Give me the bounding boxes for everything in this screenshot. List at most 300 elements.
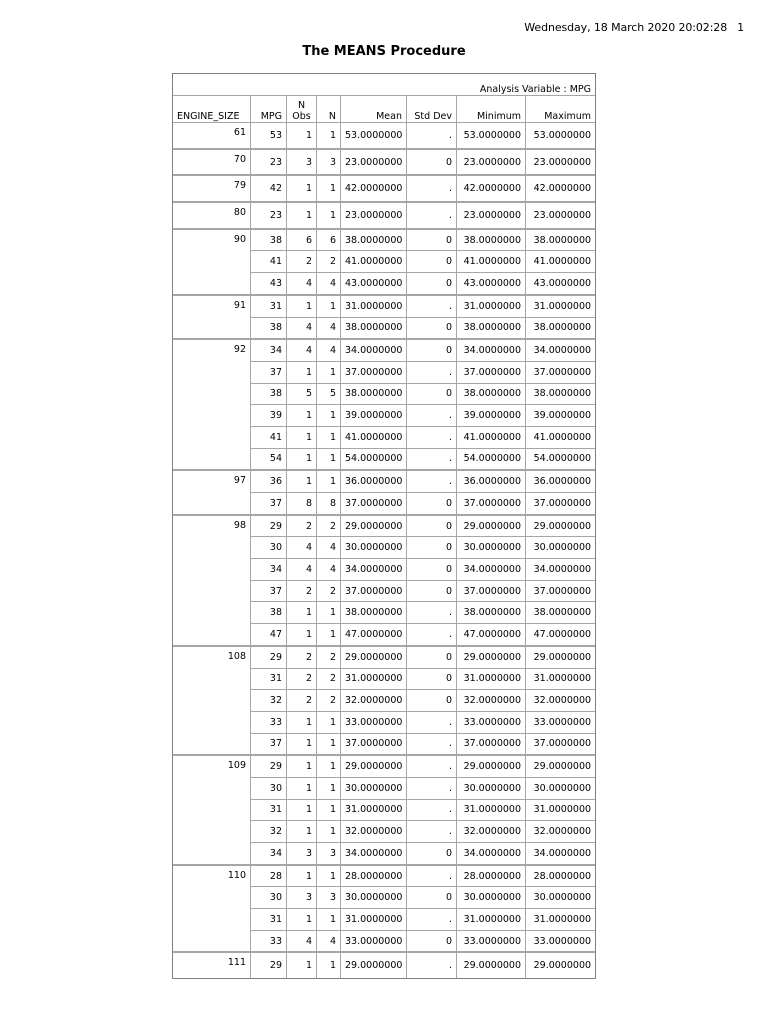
minimum-cell: 28.0000000 — [457, 866, 526, 888]
n-obs-cell: 4 — [287, 559, 317, 581]
maximum-cell: 53.0000000 — [526, 123, 595, 150]
mpg-cell: 31 — [251, 909, 287, 931]
std-dev-cell: 0 — [407, 887, 457, 909]
procedure-title: The MEANS Procedure — [302, 44, 466, 59]
mpg-cell: 32 — [251, 821, 287, 843]
col-header-minimum: Minimum — [457, 96, 526, 123]
mean-cell: 28.0000000 — [341, 866, 407, 888]
n-cell: 1 — [317, 471, 341, 493]
std-dev-cell: 0 — [407, 537, 457, 559]
mean-cell: 31.0000000 — [341, 800, 407, 822]
mpg-cell: 41 — [251, 251, 287, 273]
mean-cell: 32.0000000 — [341, 690, 407, 712]
std-dev-cell: . — [407, 866, 457, 888]
std-dev-cell: . — [407, 602, 457, 624]
std-dev-cell: 0 — [407, 581, 457, 603]
n-cell: 4 — [317, 340, 341, 362]
engine-size-cell: 70 — [173, 150, 251, 177]
mean-cell: 39.0000000 — [341, 405, 407, 427]
maximum-cell: 31.0000000 — [526, 669, 595, 691]
n-cell: 1 — [317, 712, 341, 734]
mpg-cell: 38 — [251, 384, 287, 406]
std-dev-cell: . — [407, 203, 457, 230]
mpg-cell: 31 — [251, 669, 287, 691]
maximum-cell: 29.0000000 — [526, 647, 595, 669]
n-cell: 1 — [317, 176, 341, 203]
mpg-cell: 30 — [251, 778, 287, 800]
std-dev-cell: 0 — [407, 251, 457, 273]
minimum-cell: 31.0000000 — [457, 909, 526, 931]
mean-cell: 33.0000000 — [341, 931, 407, 954]
n-obs-cell: 2 — [287, 647, 317, 669]
n-obs-cell: 1 — [287, 756, 317, 778]
n-obs-cell: 1 — [287, 203, 317, 230]
std-dev-cell: . — [407, 624, 457, 647]
mpg-cell: 34 — [251, 559, 287, 581]
maximum-cell: 28.0000000 — [526, 866, 595, 888]
n-obs-cell: 1 — [287, 471, 317, 493]
minimum-cell: 38.0000000 — [457, 318, 526, 341]
maximum-cell: 42.0000000 — [526, 176, 595, 203]
minimum-cell: 39.0000000 — [457, 405, 526, 427]
minimum-cell: 32.0000000 — [457, 690, 526, 712]
mpg-cell: 23 — [251, 150, 287, 177]
n-obs-cell: 3 — [287, 150, 317, 177]
n-cell: 1 — [317, 203, 341, 230]
n-obs-cell: 1 — [287, 800, 317, 822]
n-cell: 1 — [317, 405, 341, 427]
minimum-cell: 43.0000000 — [457, 273, 526, 296]
std-dev-cell: 0 — [407, 150, 457, 177]
report-datetime: Wednesday, 18 March 2020 20:02:28 — [524, 21, 728, 34]
mpg-cell: 29 — [251, 756, 287, 778]
table-row — [173, 203, 595, 230]
col-header-engine-size: ENGINE_SIZE — [173, 96, 251, 123]
minimum-cell: 38.0000000 — [457, 230, 526, 252]
mean-cell: 37.0000000 — [341, 493, 407, 516]
mean-cell: 41.0000000 — [341, 427, 407, 449]
n-cell: 8 — [317, 493, 341, 516]
n-cell: 1 — [317, 427, 341, 449]
mpg-cell: 33 — [251, 931, 287, 954]
analysis-variable-row — [173, 74, 595, 96]
minimum-cell: 42.0000000 — [457, 176, 526, 203]
n-obs-cell: 4 — [287, 340, 317, 362]
col-header-mpg: MPG — [251, 96, 287, 123]
minimum-cell: 53.0000000 — [457, 123, 526, 150]
n-obs-cell: 1 — [287, 712, 317, 734]
n-obs-cell: 5 — [287, 384, 317, 406]
minimum-cell: 41.0000000 — [457, 251, 526, 273]
mean-cell: 38.0000000 — [341, 602, 407, 624]
n-obs-cell: 1 — [287, 624, 317, 647]
minimum-cell: 37.0000000 — [457, 493, 526, 516]
mpg-cell: 30 — [251, 887, 287, 909]
mean-cell: 38.0000000 — [341, 230, 407, 252]
maximum-cell: 32.0000000 — [526, 821, 595, 843]
minimum-cell: 34.0000000 — [457, 340, 526, 362]
mean-cell: 29.0000000 — [341, 953, 407, 978]
table-body — [173, 123, 595, 978]
std-dev-cell: 0 — [407, 493, 457, 516]
mean-cell: 29.0000000 — [341, 516, 407, 538]
std-dev-cell: . — [407, 427, 457, 449]
n-obs-cell: 1 — [287, 449, 317, 472]
std-dev-cell: 0 — [407, 647, 457, 669]
mpg-cell: 38 — [251, 318, 287, 341]
n-cell: 4 — [317, 318, 341, 341]
maximum-cell: 33.0000000 — [526, 712, 595, 734]
maximum-cell: 38.0000000 — [526, 602, 595, 624]
maximum-cell: 36.0000000 — [526, 471, 595, 493]
mean-cell: 53.0000000 — [341, 123, 407, 150]
std-dev-cell: 0 — [407, 559, 457, 581]
n-obs-cell: 2 — [287, 251, 317, 273]
engine-size-cell: 79 — [173, 176, 251, 203]
mean-cell: 30.0000000 — [341, 887, 407, 909]
n-cell: 1 — [317, 734, 341, 757]
means-table — [172, 73, 596, 979]
maximum-cell: 34.0000000 — [526, 559, 595, 581]
maximum-cell: 37.0000000 — [526, 581, 595, 603]
engine-size-cell: 61 — [173, 123, 251, 150]
mpg-cell: 39 — [251, 405, 287, 427]
table-row — [173, 756, 595, 778]
minimum-cell: 29.0000000 — [457, 647, 526, 669]
engine-size-cell: 80 — [173, 203, 251, 230]
minimum-cell: 29.0000000 — [457, 516, 526, 538]
minimum-cell: 31.0000000 — [457, 669, 526, 691]
n-cell: 3 — [317, 887, 341, 909]
minimum-cell: 31.0000000 — [457, 296, 526, 318]
n-cell: 1 — [317, 821, 341, 843]
minimum-cell: 30.0000000 — [457, 887, 526, 909]
mpg-cell: 23 — [251, 203, 287, 230]
n-cell: 1 — [317, 778, 341, 800]
minimum-cell: 37.0000000 — [457, 734, 526, 757]
minimum-cell: 32.0000000 — [457, 821, 526, 843]
mean-cell: 34.0000000 — [341, 340, 407, 362]
n-obs-cell: 3 — [287, 843, 317, 866]
n-cell: 6 — [317, 230, 341, 252]
minimum-cell: 34.0000000 — [457, 559, 526, 581]
n-cell: 2 — [317, 581, 341, 603]
table-row — [173, 866, 595, 888]
minimum-cell: 38.0000000 — [457, 384, 526, 406]
table-row — [173, 176, 595, 203]
n-cell: 4 — [317, 273, 341, 296]
n-obs-cell: 1 — [287, 821, 317, 843]
minimum-cell: 33.0000000 — [457, 931, 526, 954]
std-dev-cell: . — [407, 449, 457, 472]
n-cell: 1 — [317, 800, 341, 822]
n-obs-cell: 2 — [287, 516, 317, 538]
n-obs-cell: 1 — [287, 909, 317, 931]
mean-cell: 41.0000000 — [341, 251, 407, 273]
maximum-cell: 30.0000000 — [526, 887, 595, 909]
engine-size-cell: 97 — [173, 471, 251, 515]
n-obs-cell: 1 — [287, 778, 317, 800]
std-dev-cell: . — [407, 296, 457, 318]
table-row — [173, 647, 595, 669]
maximum-cell: 29.0000000 — [526, 756, 595, 778]
maximum-cell: 37.0000000 — [526, 734, 595, 757]
mean-cell: 54.0000000 — [341, 449, 407, 472]
n-cell: 1 — [317, 362, 341, 384]
n-obs-cell: 8 — [287, 493, 317, 516]
mean-cell: 29.0000000 — [341, 756, 407, 778]
n-cell: 2 — [317, 690, 341, 712]
page-number: 1 — [737, 21, 744, 34]
analysis-variable-label: Analysis Variable : MPG — [173, 74, 595, 96]
std-dev-cell: 0 — [407, 669, 457, 691]
n-cell: 1 — [317, 624, 341, 647]
std-dev-cell: . — [407, 176, 457, 203]
engine-size-cell: 110 — [173, 866, 251, 954]
n-cell: 1 — [317, 909, 341, 931]
col-header-n-obs — [287, 96, 317, 123]
n-cell: 2 — [317, 251, 341, 273]
n-obs-cell: 1 — [287, 602, 317, 624]
mpg-cell: 36 — [251, 471, 287, 493]
maximum-cell: 30.0000000 — [526, 537, 595, 559]
table-row — [173, 340, 595, 362]
maximum-cell: 34.0000000 — [526, 843, 595, 866]
n-cell: 2 — [317, 647, 341, 669]
maximum-cell: 43.0000000 — [526, 273, 595, 296]
minimum-cell: 33.0000000 — [457, 712, 526, 734]
mpg-cell: 54 — [251, 449, 287, 472]
std-dev-cell: 0 — [407, 931, 457, 954]
n-obs-cell: 4 — [287, 931, 317, 954]
std-dev-cell: 0 — [407, 318, 457, 341]
page-header — [524, 21, 744, 34]
n-cell: 1 — [317, 296, 341, 318]
mean-cell: 32.0000000 — [341, 821, 407, 843]
maximum-cell: 34.0000000 — [526, 340, 595, 362]
maximum-cell: 38.0000000 — [526, 384, 595, 406]
maximum-cell: 31.0000000 — [526, 296, 595, 318]
n-obs-cell: 4 — [287, 318, 317, 341]
n-obs-cell: 1 — [287, 405, 317, 427]
n-obs-cell: 1 — [287, 427, 317, 449]
n-cell: 2 — [317, 516, 341, 538]
minimum-cell: 29.0000000 — [457, 756, 526, 778]
minimum-cell: 34.0000000 — [457, 843, 526, 866]
std-dev-cell: . — [407, 471, 457, 493]
maximum-cell: 37.0000000 — [526, 362, 595, 384]
maximum-cell: 38.0000000 — [526, 230, 595, 252]
mpg-cell: 29 — [251, 953, 287, 978]
maximum-cell: 31.0000000 — [526, 909, 595, 931]
mean-cell: 38.0000000 — [341, 318, 407, 341]
n-obs-cell: 2 — [287, 690, 317, 712]
table-row — [173, 516, 595, 538]
mpg-cell: 31 — [251, 800, 287, 822]
maximum-cell: 31.0000000 — [526, 800, 595, 822]
minimum-cell: 30.0000000 — [457, 778, 526, 800]
maximum-cell: 23.0000000 — [526, 150, 595, 177]
mean-cell: 30.0000000 — [341, 778, 407, 800]
mean-cell: 31.0000000 — [341, 909, 407, 931]
engine-size-cell: 108 — [173, 647, 251, 756]
mean-cell: 23.0000000 — [341, 150, 407, 177]
minimum-cell: 41.0000000 — [457, 427, 526, 449]
mean-cell: 37.0000000 — [341, 362, 407, 384]
minimum-cell: 31.0000000 — [457, 800, 526, 822]
col-header-mean: Mean — [341, 96, 407, 123]
mean-cell: 34.0000000 — [341, 843, 407, 866]
mean-cell: 38.0000000 — [341, 384, 407, 406]
n-cell: 1 — [317, 123, 341, 150]
n-obs-cell: 4 — [287, 537, 317, 559]
n-cell: 3 — [317, 150, 341, 177]
table-row — [173, 123, 595, 150]
n-obs-cell: 2 — [287, 669, 317, 691]
n-cell: 1 — [317, 602, 341, 624]
table-row — [173, 471, 595, 493]
minimum-cell: 37.0000000 — [457, 581, 526, 603]
mean-cell: 47.0000000 — [341, 624, 407, 647]
n-obs-cell: 4 — [287, 273, 317, 296]
n-cell: 4 — [317, 559, 341, 581]
engine-size-cell: 92 — [173, 340, 251, 471]
mpg-cell: 41 — [251, 427, 287, 449]
maximum-cell: 29.0000000 — [533, 960, 592, 972]
maximum-cell: 23.0000000 — [526, 203, 595, 230]
n-obs-cell: 1 — [287, 953, 317, 978]
n-obs-cell: 1 — [287, 123, 317, 150]
maximum-cell: 54.0000000 — [526, 449, 595, 472]
mean-cell: 30.0000000 — [341, 537, 407, 559]
std-dev-cell: 0 — [407, 340, 457, 362]
mpg-cell: 42 — [251, 176, 287, 203]
std-dev-cell: . — [407, 909, 457, 931]
maximum-cell: 41.0000000 — [526, 251, 595, 273]
col-header-n: N — [317, 96, 341, 123]
mpg-cell: 29 — [251, 516, 287, 538]
std-dev-cell: 0 — [407, 230, 457, 252]
mean-cell: 37.0000000 — [341, 581, 407, 603]
n-cell: 1 — [317, 953, 341, 978]
minimum-cell: 37.0000000 — [457, 362, 526, 384]
minimum-cell: 30.0000000 — [457, 537, 526, 559]
mpg-cell: 47 — [251, 624, 287, 647]
mpg-cell: 34 — [251, 340, 287, 362]
maximum-cell: 30.0000000 — [526, 778, 595, 800]
std-dev-cell: . — [407, 405, 457, 427]
mean-cell: 42.0000000 — [341, 176, 407, 203]
maximum-cell: 39.0000000 — [526, 405, 595, 427]
std-dev-cell: 0 — [407, 273, 457, 296]
std-dev-cell: . — [407, 734, 457, 757]
col-header-maximum: Maximum — [526, 96, 595, 123]
mpg-cell: 37 — [251, 581, 287, 603]
engine-size-cell: 91 — [173, 296, 251, 340]
table-row — [173, 953, 595, 978]
std-dev-cell: . — [407, 778, 457, 800]
maximum-cell: 33.0000000 — [526, 931, 595, 954]
mean-cell: 31.0000000 — [341, 296, 407, 318]
mpg-cell: 53 — [251, 123, 287, 150]
mean-cell: 43.0000000 — [341, 273, 407, 296]
mpg-cell: 33 — [251, 712, 287, 734]
mpg-cell: 38 — [251, 230, 287, 252]
minimum-cell: 54.0000000 — [457, 449, 526, 472]
n-cell: 4 — [317, 931, 341, 954]
maximum-cell: 29.0000000 — [526, 516, 595, 538]
minimum-cell: 38.0000000 — [457, 602, 526, 624]
n-obs-cell: 1 — [287, 176, 317, 203]
std-dev-cell: . — [407, 362, 457, 384]
std-dev-cell: . — [407, 800, 457, 822]
mean-cell: 36.0000000 — [341, 471, 407, 493]
std-dev-cell: 0 — [407, 690, 457, 712]
n-obs-cell: 1 — [287, 296, 317, 318]
col-header-std-dev: Std Dev — [407, 96, 457, 123]
std-dev-cell: 0 — [407, 843, 457, 866]
table-row — [173, 230, 595, 252]
minimum-cell: 29.0000000 — [457, 953, 526, 978]
n-obs-cell: 1 — [287, 866, 317, 888]
n-obs-cell: 2 — [287, 581, 317, 603]
std-dev-cell: 0 — [407, 516, 457, 538]
maximum-cell: 32.0000000 — [526, 690, 595, 712]
mpg-cell: 37 — [251, 493, 287, 516]
n-cell: 2 — [317, 669, 341, 691]
n-cell: 1 — [317, 756, 341, 778]
std-dev-cell: . — [407, 953, 457, 978]
mpg-cell: 37 — [251, 734, 287, 757]
n-obs-cell: 1 — [287, 734, 317, 757]
mpg-cell: 38 — [251, 602, 287, 624]
mpg-cell: 31 — [251, 296, 287, 318]
std-dev-cell: . — [407, 123, 457, 150]
mean-cell: 37.0000000 — [341, 734, 407, 757]
std-dev-cell: 0 — [407, 384, 457, 406]
n-obs-cell: 3 — [287, 887, 317, 909]
engine-size-cell: 111 — [173, 953, 251, 978]
mpg-cell: 28 — [251, 866, 287, 888]
n-obs-cell: 6 — [287, 230, 317, 252]
mean-cell: 31.0000000 — [341, 669, 407, 691]
mean-cell: 34.0000000 — [341, 559, 407, 581]
maximum-cell: 41.0000000 — [526, 427, 595, 449]
minimum-cell: 23.0000000 — [457, 150, 526, 177]
mpg-cell: 30 — [251, 537, 287, 559]
n-obs-cell: 1 — [287, 362, 317, 384]
mpg-cell: 43 — [251, 273, 287, 296]
mean-cell: 29.0000000 — [341, 647, 407, 669]
minimum-cell: 47.0000000 — [457, 624, 526, 647]
std-dev-cell: . — [407, 821, 457, 843]
n-cell: 3 — [317, 843, 341, 866]
column-header-row — [173, 96, 595, 123]
engine-size-cell: 109 — [173, 756, 251, 865]
minimum-cell: 36.0000000 — [457, 471, 526, 493]
table-row — [173, 150, 595, 177]
n-cell: 5 — [317, 384, 341, 406]
maximum-cell: 38.0000000 — [526, 318, 595, 341]
maximum-cell: 47.0000000 — [526, 624, 595, 647]
mpg-cell: 34 — [251, 843, 287, 866]
n-cell: 4 — [317, 537, 341, 559]
mean-cell: 23.0000000 — [341, 203, 407, 230]
std-dev-cell: . — [407, 712, 457, 734]
minimum-cell: 23.0000000 — [457, 203, 526, 230]
std-dev-cell: . — [407, 756, 457, 778]
mpg-cell: 37 — [251, 362, 287, 384]
